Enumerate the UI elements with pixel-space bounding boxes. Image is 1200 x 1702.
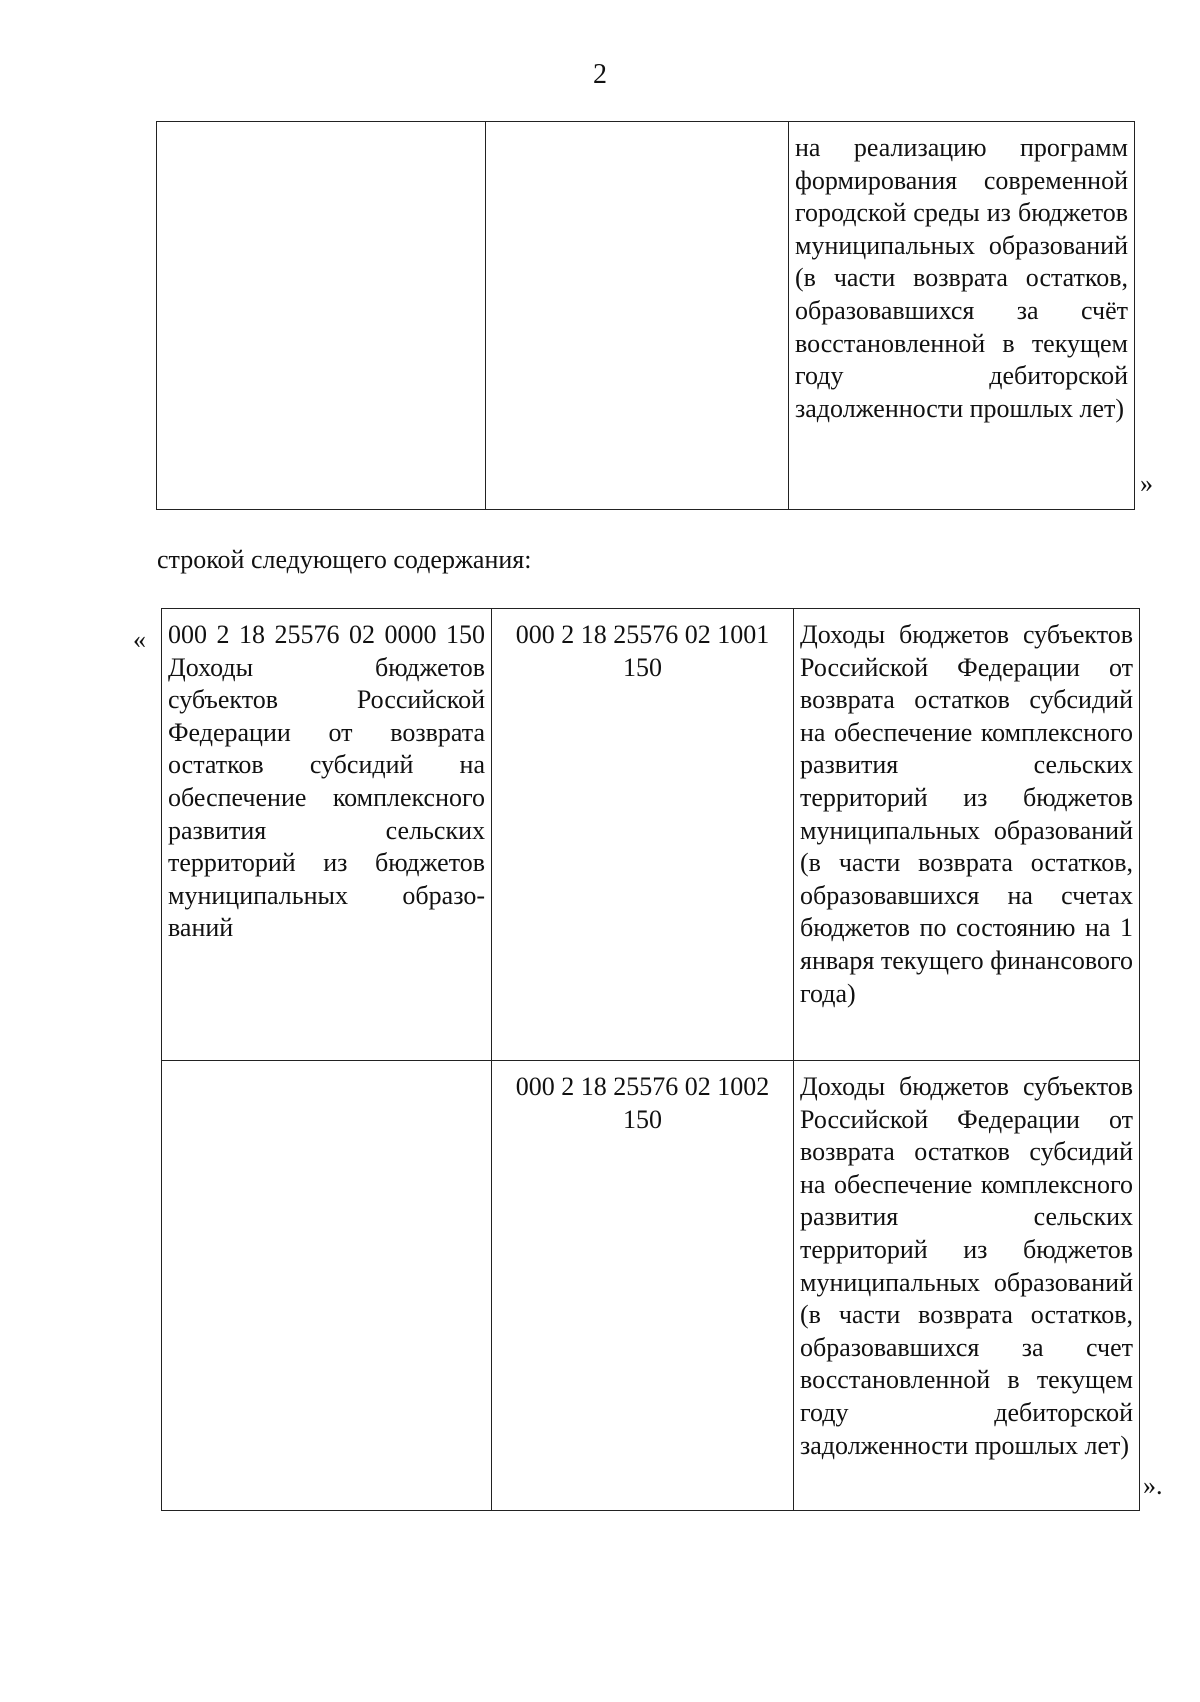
table-cell-code-detail — [492, 609, 794, 1061]
table-cell-description: Доходы бюджетов субъектов Российской Федерации от возврата остатков субсидий на обеспечение комплексного развития сельских территорий из бюджетов муниципальных образований (в части возврата остатков, образовавшихся на счетах бюджетов по состоянию на 1 января текущего финансового года) — [794, 609, 1140, 1061]
new-rows-table — [161, 608, 1140, 1511]
table-cell-description: на реализацию программ формирования современной городской среды из бюджетов муниципальных образований (в части возврата остатков, образовавшихся за счёт восстановленной в текущем году дебиторской задолженности прошлых лет) — [789, 122, 1135, 510]
code-line: 150 — [623, 1104, 662, 1134]
table-cell-code — [157, 122, 486, 510]
opening-quote: « — [133, 625, 146, 654]
closing-quote: ». — [1143, 1471, 1163, 1500]
code-line: 000 2 18 25576 02 1001 — [515, 620, 770, 649]
intro-text: строкой следующего содержания: — [157, 545, 532, 574]
table-cell-code-detail — [492, 1061, 794, 1511]
closing-quote: » — [1140, 469, 1153, 498]
table-cell-description: Доходы бюджетов субъектов Российской Федерации от возврата остатков субсидий на обеспечение комплексного развития сельских территорий из бюджетов муниципальных образований (в части возврата остатков, образовавшихся за счет восстановленной в текущем году дебиторской задолженности прошлых лет) — [794, 1061, 1140, 1511]
previous-row-table — [156, 121, 1135, 510]
code-line: 150 — [623, 652, 662, 682]
table-cell-code-detail — [486, 122, 789, 510]
table-row — [162, 609, 1140, 1061]
table-row — [157, 122, 1135, 510]
table-row — [162, 1061, 1140, 1511]
code-line: 000 2 18 25576 02 1002 — [515, 1072, 770, 1101]
page-number: 2 — [593, 59, 607, 90]
table-cell-code — [162, 1061, 492, 1511]
table-cell-code: 000 2 18 25576 02 0000 150 Доходы бюджетов субъектов Российской Федерации от возврата остатков субсидий на обеспечение комплексного развития сельских территорий из бюджетов муниципальных образований — [162, 609, 492, 1061]
